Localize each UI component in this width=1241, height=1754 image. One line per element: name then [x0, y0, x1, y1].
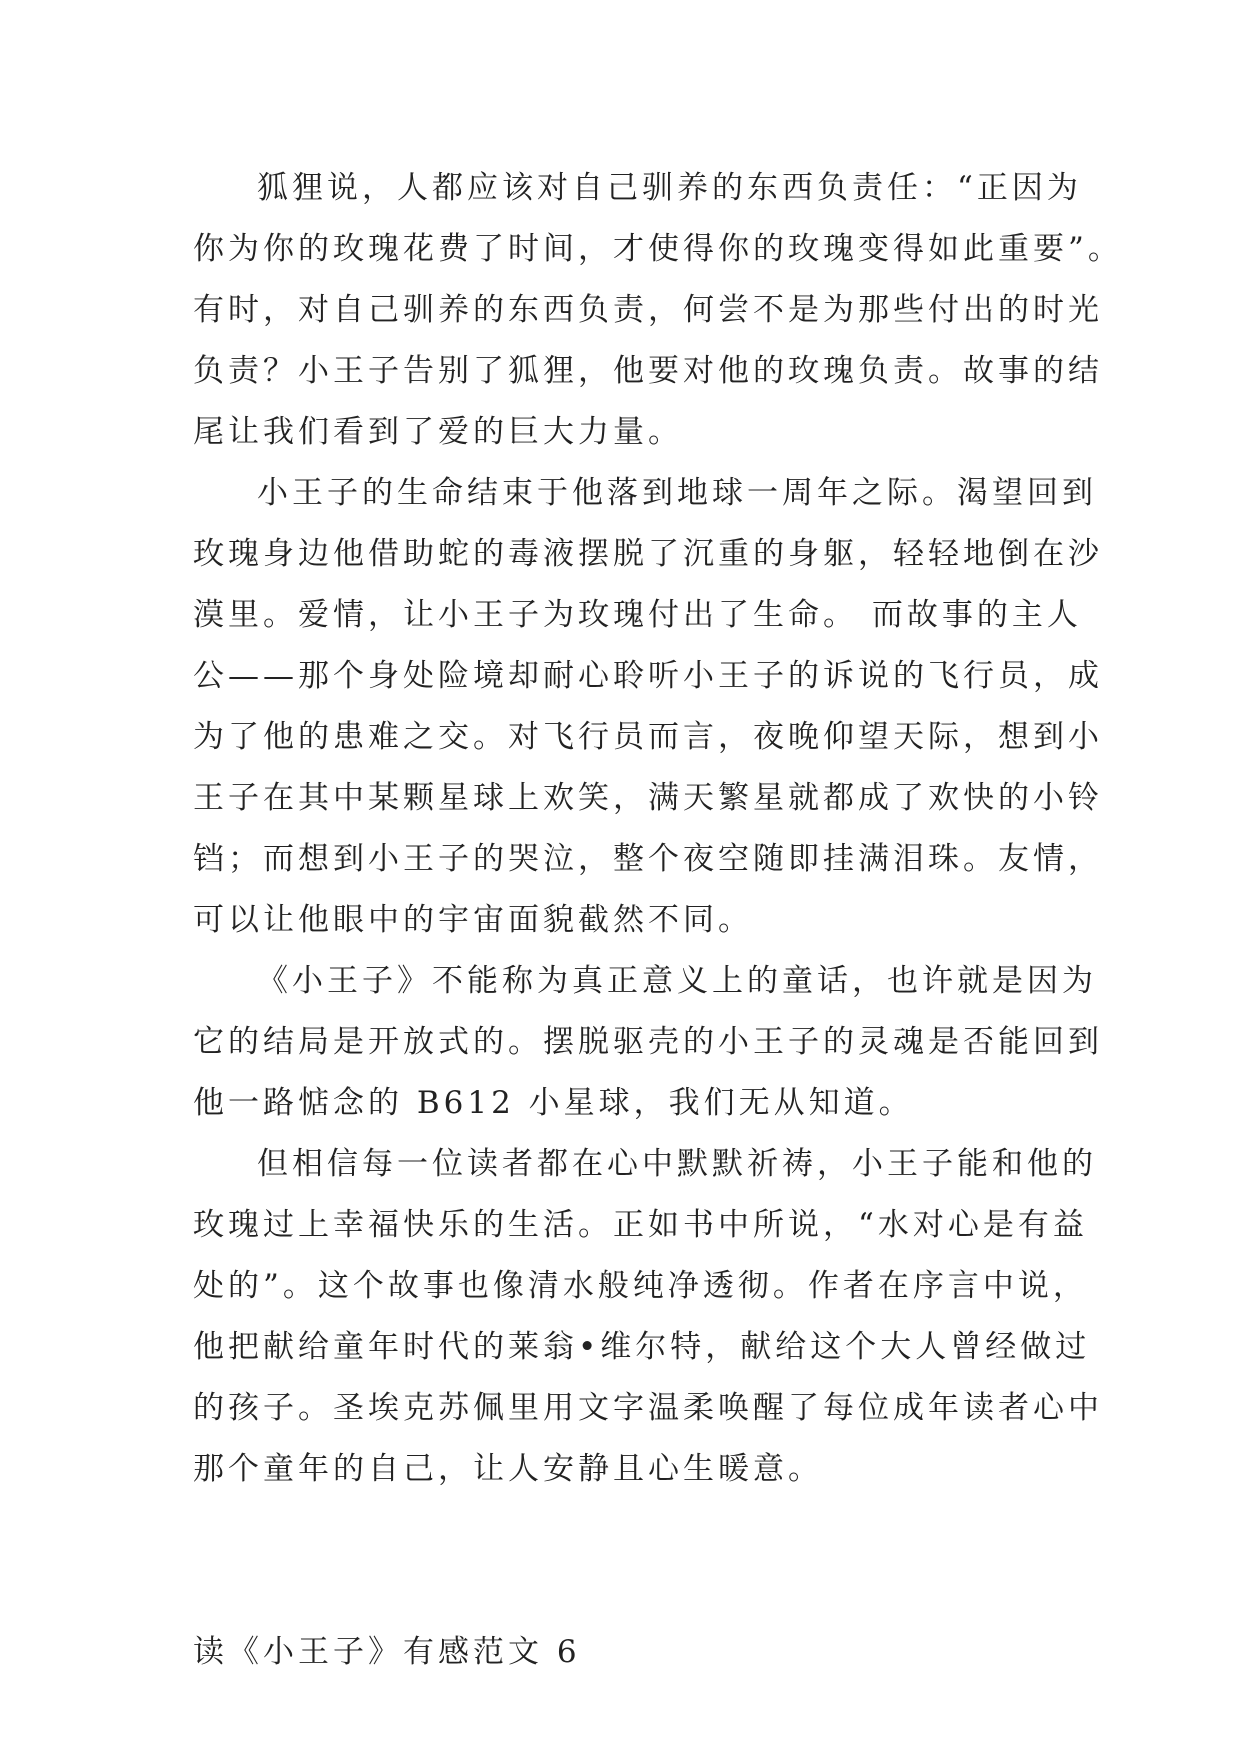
paragraph-4-line-6: 那个童年的自己，让人安静且心生暖意。 — [193, 1451, 823, 1487]
paragraph-4-line-3: 处的”。这个故事也像清水般纯净透彻。作者在序言中说， — [193, 1268, 1088, 1304]
paragraph-4-line-1: 但相信每一位读者都在心中默默祈祷，小王子能和他的 — [257, 1146, 1097, 1182]
paragraph-3-line-2: 它的结局是开放式的。摆脱驱壳的小王子的灵魂是否能回到 — [193, 1024, 1103, 1060]
paragraph-2-line-7: 铛；而想到小王子的哭泣，整个夜空随即挂满泪珠。友情， — [193, 841, 1103, 877]
paragraph-2-line-2: 玫瑰身边他借助蛇的毒液摆脱了沉重的身躯，轻轻地倒在沙 — [193, 536, 1103, 572]
paragraph-2-line-4: 公——那个身处险境却耐心聆听小王子的诉说的飞行员，成 — [193, 658, 1103, 694]
paragraph-2-line-3: 漠里。爱情，让小王子为玫瑰付出了生命。 而故事的主人 — [193, 597, 1082, 633]
paragraph-2-line-1: 小王子的生命结束于他落到地球一周年之际。渴望回到 — [257, 475, 1097, 511]
paragraph-3-line-1: 《小王子》不能称为真正意义上的童话，也许就是因为 — [257, 963, 1097, 999]
body-text — [193, 158, 1123, 1683]
paragraph-4-line-5: 的孩子。圣埃克苏佩里用文字温柔唤醒了每位成年读者心中 — [193, 1390, 1103, 1426]
paragraph-1-line-5: 尾让我们看到了爱的巨大力量。 — [193, 414, 683, 450]
paragraph-2-line-8: 可以让他眼中的宇宙面貌截然不同。 — [193, 902, 753, 938]
section-heading: 读《小王子》有感范文 6 — [193, 1634, 581, 1670]
paragraph-1-line-4: 负责？小王子告别了狐狸，他要对他的玫瑰负责。故事的结 — [193, 353, 1103, 389]
paragraph-2-line-5: 为了他的患难之交。对飞行员而言，夜晚仰望天际，想到小 — [193, 719, 1103, 755]
paragraph-3-line-3: 他一路惦念的 B612 小星球，我们无从知道。 — [193, 1085, 914, 1121]
paragraph-1-line-2: 你为你的玫瑰花费了时间，才使得你的玫瑰变得如此重要”。 — [193, 231, 1123, 267]
paragraph-1-line-3: 有时，对自己驯养的东西负责，何尝不是为那些付出的时光 — [193, 292, 1103, 328]
paragraph-4-line-2: 玫瑰过上幸福快乐的生活。正如书中所说，“水对心是有益 — [193, 1207, 1088, 1243]
paragraph-1-line-1: 狐狸说，人都应该对自己驯养的东西负责任：“正因为 — [257, 170, 1082, 206]
paragraph-2-line-6: 王子在其中某颗星球上欢笑，满天繁星就都成了欢快的小铃 — [193, 780, 1103, 816]
paragraph-4-line-4: 他把献给童年时代的莱翁•维尔特，献给这个大人曾经做过 — [193, 1329, 1091, 1365]
